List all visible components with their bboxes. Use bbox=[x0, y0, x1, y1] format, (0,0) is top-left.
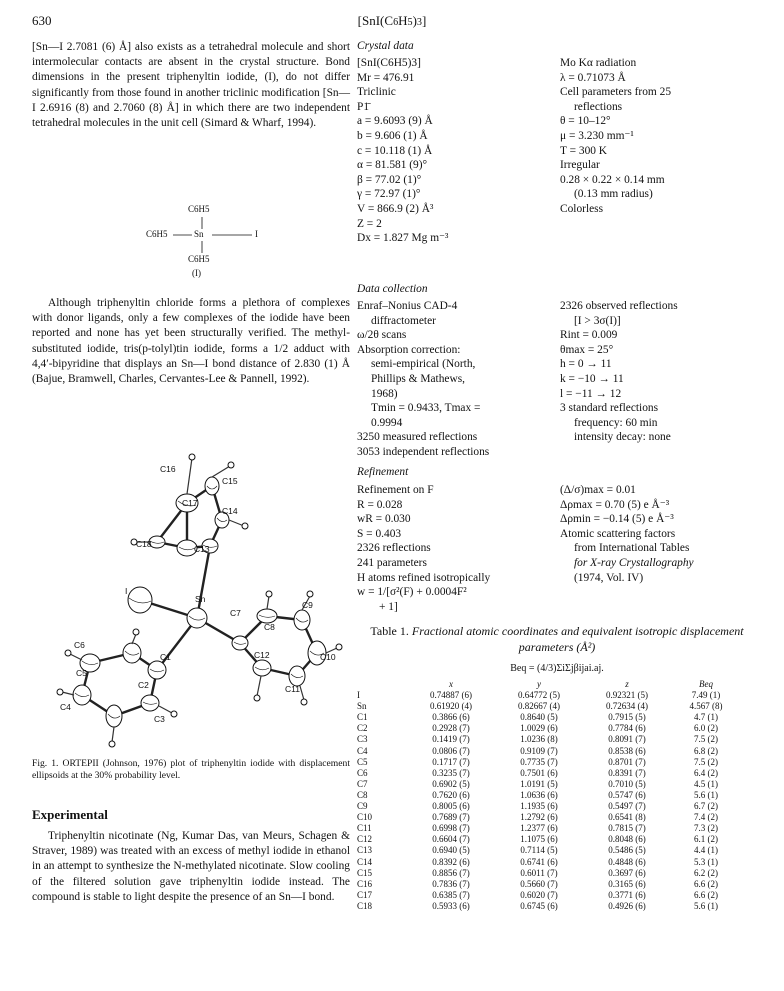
crystal-line: Cell parameters from 25 bbox=[560, 86, 672, 99]
collection-line: [I > 3σ(I)] bbox=[574, 314, 621, 327]
table-row bbox=[357, 757, 741, 768]
table-cell: 0.3771 (6) bbox=[608, 889, 646, 900]
struct-label: (I) bbox=[192, 268, 201, 278]
table-cell: 5.6 (1) bbox=[694, 789, 718, 800]
table-cell: 0.4848 (6) bbox=[608, 856, 646, 867]
table-cell: 0.7010 (5) bbox=[608, 778, 646, 789]
atom-label: C5 bbox=[76, 668, 87, 678]
table-row bbox=[357, 701, 741, 712]
crystal-line: μ = 3.230 mm⁻¹ bbox=[560, 129, 634, 142]
crystal-line: Mr = 476.91 bbox=[357, 71, 415, 84]
table-cell: 1.0029 (6) bbox=[520, 723, 558, 734]
refinement-line: (1974, Vol. IV) bbox=[574, 571, 644, 584]
table-cell: 6.7 (2) bbox=[694, 801, 718, 812]
table-row bbox=[357, 890, 741, 901]
table-cell: 0.6902 (5) bbox=[432, 778, 470, 789]
collection-line: Tmin = 0.9433, Tmax = bbox=[371, 402, 481, 415]
crystal-line: b = 9.606 (1) Å bbox=[357, 129, 428, 142]
table-cell: 6.4 (2) bbox=[694, 767, 718, 778]
table-row bbox=[357, 779, 741, 790]
table-cell: C9 bbox=[357, 801, 368, 812]
table-cell: 0.8538 (6) bbox=[608, 745, 646, 756]
table-row bbox=[357, 823, 741, 834]
table-cell: 0.3697 (6) bbox=[608, 867, 646, 878]
table-cell: 0.3235 (7) bbox=[432, 767, 470, 778]
table-cell: 0.72634 (4) bbox=[606, 701, 648, 712]
collection-line: frequency: 60 min bbox=[574, 416, 658, 429]
table-cell: C18 bbox=[357, 900, 373, 911]
table-header: Beq bbox=[699, 679, 713, 689]
refinement-line: H atoms refined isotropically bbox=[357, 571, 491, 584]
atom-label: C3 bbox=[154, 714, 165, 724]
refinement-line: (Δ/σ)max = 0.01 bbox=[560, 484, 636, 496]
table-header: z bbox=[625, 679, 629, 689]
table-cell: C5 bbox=[357, 756, 368, 767]
table-caption bbox=[357, 624, 757, 655]
beq-formula: Beq = (4/3)ΣiΣjβijai.aj. bbox=[510, 663, 604, 674]
atom-label: C10 bbox=[320, 652, 336, 662]
struct-bottom-group: C6H5 bbox=[188, 254, 210, 264]
struct-right-atom: I bbox=[255, 229, 258, 239]
table-cell: 0.3866 (6) bbox=[432, 712, 470, 723]
table-cell: 0.8701 (7) bbox=[608, 756, 646, 767]
refinement-line: for X-ray Crystallography bbox=[574, 556, 694, 569]
collection-line: Rint = 0.009 bbox=[560, 329, 618, 342]
table-row bbox=[357, 857, 741, 868]
running-title: [SnI(C6H5)3] bbox=[357, 13, 427, 28]
table-row bbox=[357, 901, 741, 912]
collection-line: 3250 measured reflections bbox=[357, 431, 478, 444]
collection-line: diffractometer bbox=[371, 314, 436, 327]
table-cell: 0.7815 (7) bbox=[608, 823, 646, 834]
table-cell: 0.6011 (7) bbox=[520, 867, 558, 878]
table-cell: 0.8392 (6) bbox=[432, 856, 470, 867]
table-header bbox=[357, 679, 407, 690]
crystal-line: (0.13 mm radius) bbox=[574, 188, 653, 201]
table-cell: 0.64772 (5) bbox=[518, 690, 560, 701]
collection-line: ω/2θ scans bbox=[357, 329, 407, 342]
table-row bbox=[357, 690, 741, 701]
table-row bbox=[357, 734, 741, 745]
table-cell: 0.7735 (7) bbox=[520, 756, 558, 767]
atom-label: C18 bbox=[136, 539, 152, 549]
table-cell: 1.2377 (6) bbox=[520, 823, 558, 834]
crystal-line: λ = 0.71073 Å bbox=[560, 71, 626, 84]
table-cell: 0.5747 (6) bbox=[608, 789, 646, 800]
table-cell: 0.61920 (4) bbox=[430, 701, 472, 712]
table-row bbox=[357, 879, 741, 890]
crystal-data-heading: Crystal data bbox=[357, 40, 414, 52]
table-cell: I bbox=[357, 690, 360, 701]
refinement-right bbox=[560, 483, 760, 585]
table-cell: 6.2 (2) bbox=[694, 867, 718, 878]
table-cell: 0.5660 (7) bbox=[520, 878, 558, 889]
refinement-line: Atomic scattering factors bbox=[560, 527, 676, 540]
table-cell: C4 bbox=[357, 745, 368, 756]
refinement-line: 241 parameters bbox=[357, 556, 427, 569]
table-cell: 0.6020 (7) bbox=[520, 889, 558, 900]
atom-label: Sn bbox=[195, 594, 206, 604]
table-cell: C14 bbox=[357, 856, 373, 867]
refinement-line: w = 1/[σ²(F) + 0.0004F² bbox=[357, 586, 467, 599]
table-cell: 6.8 (2) bbox=[694, 745, 718, 756]
struct-center-atom: Sn bbox=[194, 229, 204, 239]
table-cell: 1.0191 (5) bbox=[520, 778, 558, 789]
table-cell: 0.7784 (6) bbox=[608, 723, 646, 734]
table-row bbox=[357, 834, 741, 845]
refinement-line: wR = 0.030 bbox=[357, 513, 411, 526]
atom-label: C11 bbox=[285, 684, 300, 694]
atom-label: C1 bbox=[160, 652, 171, 662]
table-cell: 0.8640 (5) bbox=[520, 712, 558, 723]
refinement-line: S = 0.403 bbox=[357, 527, 402, 540]
table-row bbox=[357, 801, 741, 812]
table-row bbox=[357, 712, 741, 723]
refinement-line: + 1] bbox=[379, 600, 398, 613]
table-cell: 5.6 (1) bbox=[694, 900, 718, 911]
table-cell: 0.6541 (8) bbox=[608, 812, 646, 823]
table-caption-prefix: Table 1. bbox=[370, 624, 409, 638]
crystal-data-right bbox=[560, 56, 760, 217]
refinement-line: from International Tables bbox=[574, 542, 690, 555]
table-header: y bbox=[537, 679, 541, 689]
table-cell: 1.2792 (6) bbox=[520, 812, 558, 823]
collection-line: 2326 observed reflections bbox=[560, 300, 678, 312]
atom-label: C14 bbox=[222, 506, 238, 516]
table-cell: 0.7836 (7) bbox=[432, 878, 470, 889]
crystal-line: α = 81.581 (9)° bbox=[357, 159, 428, 172]
table-cell: 0.8391 (7) bbox=[608, 767, 646, 778]
atom-label: C6 bbox=[74, 640, 85, 650]
atom-label: C8 bbox=[264, 622, 275, 632]
table-cell: C3 bbox=[357, 734, 368, 745]
table-cell: 6.6 (2) bbox=[694, 889, 718, 900]
table-row bbox=[357, 746, 741, 757]
collection-line: Phillips & Mathews, bbox=[371, 372, 465, 385]
coordinates-table bbox=[357, 679, 741, 912]
refinement-line: R = 0.028 bbox=[357, 498, 403, 511]
table-cell: 0.7114 (5) bbox=[520, 845, 558, 856]
collection-line: semi-empirical (North, bbox=[371, 358, 476, 371]
table-cell: 0.82667 (4) bbox=[518, 701, 560, 712]
table-cell: 0.6745 (6) bbox=[520, 900, 558, 911]
collection-line: 1968) bbox=[371, 387, 398, 400]
table-row bbox=[357, 790, 741, 801]
crystal-data-left bbox=[357, 56, 537, 246]
table-cell: 0.8856 (7) bbox=[432, 867, 470, 878]
data-collection-right bbox=[560, 299, 760, 445]
refinement-line: Refinement on F bbox=[357, 484, 434, 496]
crystal-line: [SnI(C6H5)3] bbox=[357, 57, 421, 69]
table-cell: C15 bbox=[357, 867, 373, 878]
crystal-line: Triclinic bbox=[357, 86, 396, 99]
table-cell: 4.7 (1) bbox=[694, 712, 718, 723]
struct-bonds bbox=[36, 196, 326, 278]
table-header: x bbox=[449, 679, 453, 689]
table-cell: C1 bbox=[357, 712, 368, 723]
table-cell: C16 bbox=[357, 878, 373, 889]
table-cell: 0.7620 (6) bbox=[432, 789, 470, 800]
table-cell: 0.2928 (7) bbox=[432, 723, 470, 734]
collection-line: h = 0 → 11 bbox=[560, 358, 612, 371]
refinement-line: Δρmax = 0.70 (5) e Å⁻³ bbox=[560, 498, 670, 511]
crystal-line: β = 77.02 (1)° bbox=[357, 173, 422, 186]
table-cell: 4.4 (1) bbox=[694, 845, 718, 856]
table-cell: 0.74887 (6) bbox=[430, 690, 472, 701]
table-cell: 1.1935 (6) bbox=[520, 801, 558, 812]
collection-line: l = −11 → 12 bbox=[560, 387, 622, 400]
crystal-line: Colorless bbox=[560, 202, 604, 215]
table-caption-text: Fractional atomic coordinates and equivalent isotropic displacement parameters (Å²) bbox=[411, 624, 744, 654]
table-cell: 4.5 (1) bbox=[694, 778, 718, 789]
table-cell: C12 bbox=[357, 834, 373, 845]
table-cell: 6.1 (2) bbox=[694, 834, 718, 845]
refinement-line: 2326 reflections bbox=[357, 542, 431, 555]
table-cell: C11 bbox=[357, 823, 372, 834]
table-row bbox=[357, 812, 741, 823]
table-cell: 0.8048 (6) bbox=[608, 834, 646, 845]
table-cell: 4.567 (8) bbox=[689, 701, 723, 712]
table-cell: C10 bbox=[357, 812, 373, 823]
ortep-figure bbox=[32, 448, 350, 758]
crystal-line: T = 300 K bbox=[560, 144, 608, 157]
table-cell: 1.0236 (8) bbox=[520, 734, 558, 745]
table-cell: 0.5486 (5) bbox=[608, 845, 646, 856]
collection-line: 0.9994 bbox=[371, 416, 403, 429]
table-cell: 0.6741 (6) bbox=[520, 856, 558, 867]
table-cell: 0.1419 (7) bbox=[432, 734, 470, 745]
refinement-left bbox=[357, 483, 547, 614]
table-cell: 0.5497 (7) bbox=[608, 801, 646, 812]
collection-line: Absorption correction: bbox=[357, 343, 461, 356]
crystal-line: Irregular bbox=[560, 159, 600, 172]
table-cell: C13 bbox=[357, 845, 373, 856]
table-cell: C6 bbox=[357, 767, 368, 778]
atom-label: C9 bbox=[302, 600, 313, 610]
atom-label: C4 bbox=[60, 702, 71, 712]
table-header-row bbox=[357, 679, 741, 690]
table-cell: 6.0 (2) bbox=[694, 723, 718, 734]
crystal-line: 0.28 × 0.22 × 0.14 mm bbox=[560, 173, 665, 186]
crystal-line: Mo Kα radiation bbox=[560, 57, 637, 69]
refinement-line: Δρmin = −0.14 (5) e Å⁻³ bbox=[560, 513, 674, 526]
table-cell: 0.4926 (6) bbox=[608, 900, 646, 911]
table-cell: 7.4 (2) bbox=[694, 812, 718, 823]
table-body bbox=[357, 690, 741, 912]
experimental-text: Triphenyltin nicotinate (Ng, Kumar Das, van Meurs, Schagen & Straver, 1989) was treated with an excess of methyl iodide in ethanol in an attempt to synthesize the N-methylated nicotinate. Slow cooling of the filtered solution gave triphenyltin iodide instead. The compound is stable to light despite the presence of an Sn—I bond. bbox=[32, 830, 350, 903]
table-cell: 0.6604 (7) bbox=[432, 834, 470, 845]
table-cell: 0.3165 (6) bbox=[608, 878, 646, 889]
table-cell: C8 bbox=[357, 789, 368, 800]
figure-caption: Fig. 1. ORTEPII (Johnson, 1976) plot of triphenyltin iodide with displacement ellipsoids at the 30% probability level. bbox=[32, 758, 350, 782]
atom-label: I bbox=[125, 586, 128, 596]
table-cell: 0.7689 (7) bbox=[432, 812, 470, 823]
struct-left-group: C6H5 bbox=[146, 229, 168, 239]
discussion-paragraph: Although triphenyltin chloride forms a plethora of complexes with donor ligands, only a few complexes of the iodide have been reported and none has yet been structurally verified. The methyl-substituted iodide, tris(p-tolyl)tin iodide, forms a 1/2 adduct with 4,4′-bipyridine that displays an Sn—I bond distance of 2.830 (1) Å (Bajue, Bramwell, Charles, Cervantes-Lee & Pannell, 1992). bbox=[32, 297, 350, 386]
table-cell: 0.1717 (7) bbox=[432, 756, 470, 767]
table-cell: 1.0636 (6) bbox=[520, 789, 558, 800]
page-number: 630 bbox=[32, 13, 52, 28]
refinement-heading: Refinement bbox=[357, 466, 409, 478]
crystal-line: c = 10.118 (1) Å bbox=[357, 144, 433, 157]
crystal-line: reflections bbox=[574, 100, 623, 113]
table-cell: 0.7501 (6) bbox=[520, 767, 558, 778]
table-cell: C2 bbox=[357, 723, 368, 734]
table-row bbox=[357, 845, 741, 856]
atom-label: C13 bbox=[194, 544, 210, 554]
atom-label: C7 bbox=[230, 608, 241, 618]
collection-line: Enraf–Nonius CAD-4 bbox=[357, 300, 458, 312]
intro-paragraph: [Sn—I 2.7081 (6) Å] also exists as a tetrahedral molecule and short intermolecular contacts are absent in the crystal structure. Bond dimensions in the present triphenyltin iodide, (I), do not differ significantly from those found in another triclinic modification [Sn—I 2.6916 (8) and 2.7060 (8) Å] in which there are two independent tetrahedral molecules in the unit cell (Simard & Wharf, 1994). bbox=[32, 41, 350, 130]
table-row bbox=[357, 723, 741, 734]
table-cell: 7.5 (2) bbox=[694, 734, 718, 745]
atom-label: C17 bbox=[182, 498, 198, 508]
table-cell: 0.0806 (7) bbox=[432, 745, 470, 756]
atom-label: C15 bbox=[222, 476, 238, 486]
atom-label: C12 bbox=[254, 650, 270, 660]
table-row bbox=[357, 768, 741, 779]
table-cell: Sn bbox=[357, 701, 367, 712]
collection-line: intensity decay: none bbox=[574, 431, 671, 444]
atom-label: C2 bbox=[138, 680, 149, 690]
crystal-line: γ = 72.97 (1)° bbox=[357, 188, 421, 201]
table-cell: 0.9109 (7) bbox=[520, 745, 558, 756]
table-cell: 0.6385 (7) bbox=[432, 889, 470, 900]
table-cell: 7.49 (1) bbox=[691, 690, 721, 701]
table-cell: 1.1075 (6) bbox=[520, 834, 558, 845]
experimental-heading: Experimental bbox=[32, 807, 108, 822]
atom-label: C16 bbox=[160, 464, 176, 474]
table-cell: 0.6998 (7) bbox=[432, 823, 470, 834]
collection-line: 3053 independent reflections bbox=[357, 445, 490, 458]
table-cell: 7.5 (2) bbox=[694, 756, 718, 767]
crystal-line: θ = 10–12° bbox=[560, 115, 611, 128]
data-collection-heading: Data collection bbox=[357, 283, 428, 295]
table-cell: 0.5933 (6) bbox=[432, 900, 470, 911]
structure-diagram bbox=[36, 196, 326, 278]
crystal-line: Z = 2 bbox=[357, 217, 382, 230]
table-cell: 0.6940 (5) bbox=[432, 845, 470, 856]
crystal-line: a = 9.6093 (9) Å bbox=[357, 115, 433, 128]
table-cell: 0.8005 (6) bbox=[432, 801, 470, 812]
table-cell: C7 bbox=[357, 778, 368, 789]
collection-line: 3 standard reflections bbox=[560, 402, 659, 415]
table-cell: 5.3 (1) bbox=[694, 856, 718, 867]
struct-top-group: C6H5 bbox=[188, 204, 210, 214]
table-cell: 0.7915 (5) bbox=[608, 712, 646, 723]
table-cell: 6.6 (2) bbox=[694, 878, 718, 889]
table-cell: C17 bbox=[357, 889, 373, 900]
table-cell: 7.3 (2) bbox=[694, 823, 718, 834]
data-collection-left bbox=[357, 299, 547, 460]
crystal-line: Dx = 1.827 Mg m⁻³ bbox=[357, 232, 449, 245]
crystal-line: V = 866.9 (2) Å³ bbox=[357, 202, 434, 215]
crystal-line: P1̄ bbox=[357, 100, 370, 113]
table-row bbox=[357, 868, 741, 879]
collection-line: k = −10 → 11 bbox=[560, 372, 624, 385]
table-cell: 0.8091 (7) bbox=[608, 734, 646, 745]
table-cell: 0.92321 (5) bbox=[606, 690, 648, 701]
collection-line: θmax = 25° bbox=[560, 343, 614, 356]
